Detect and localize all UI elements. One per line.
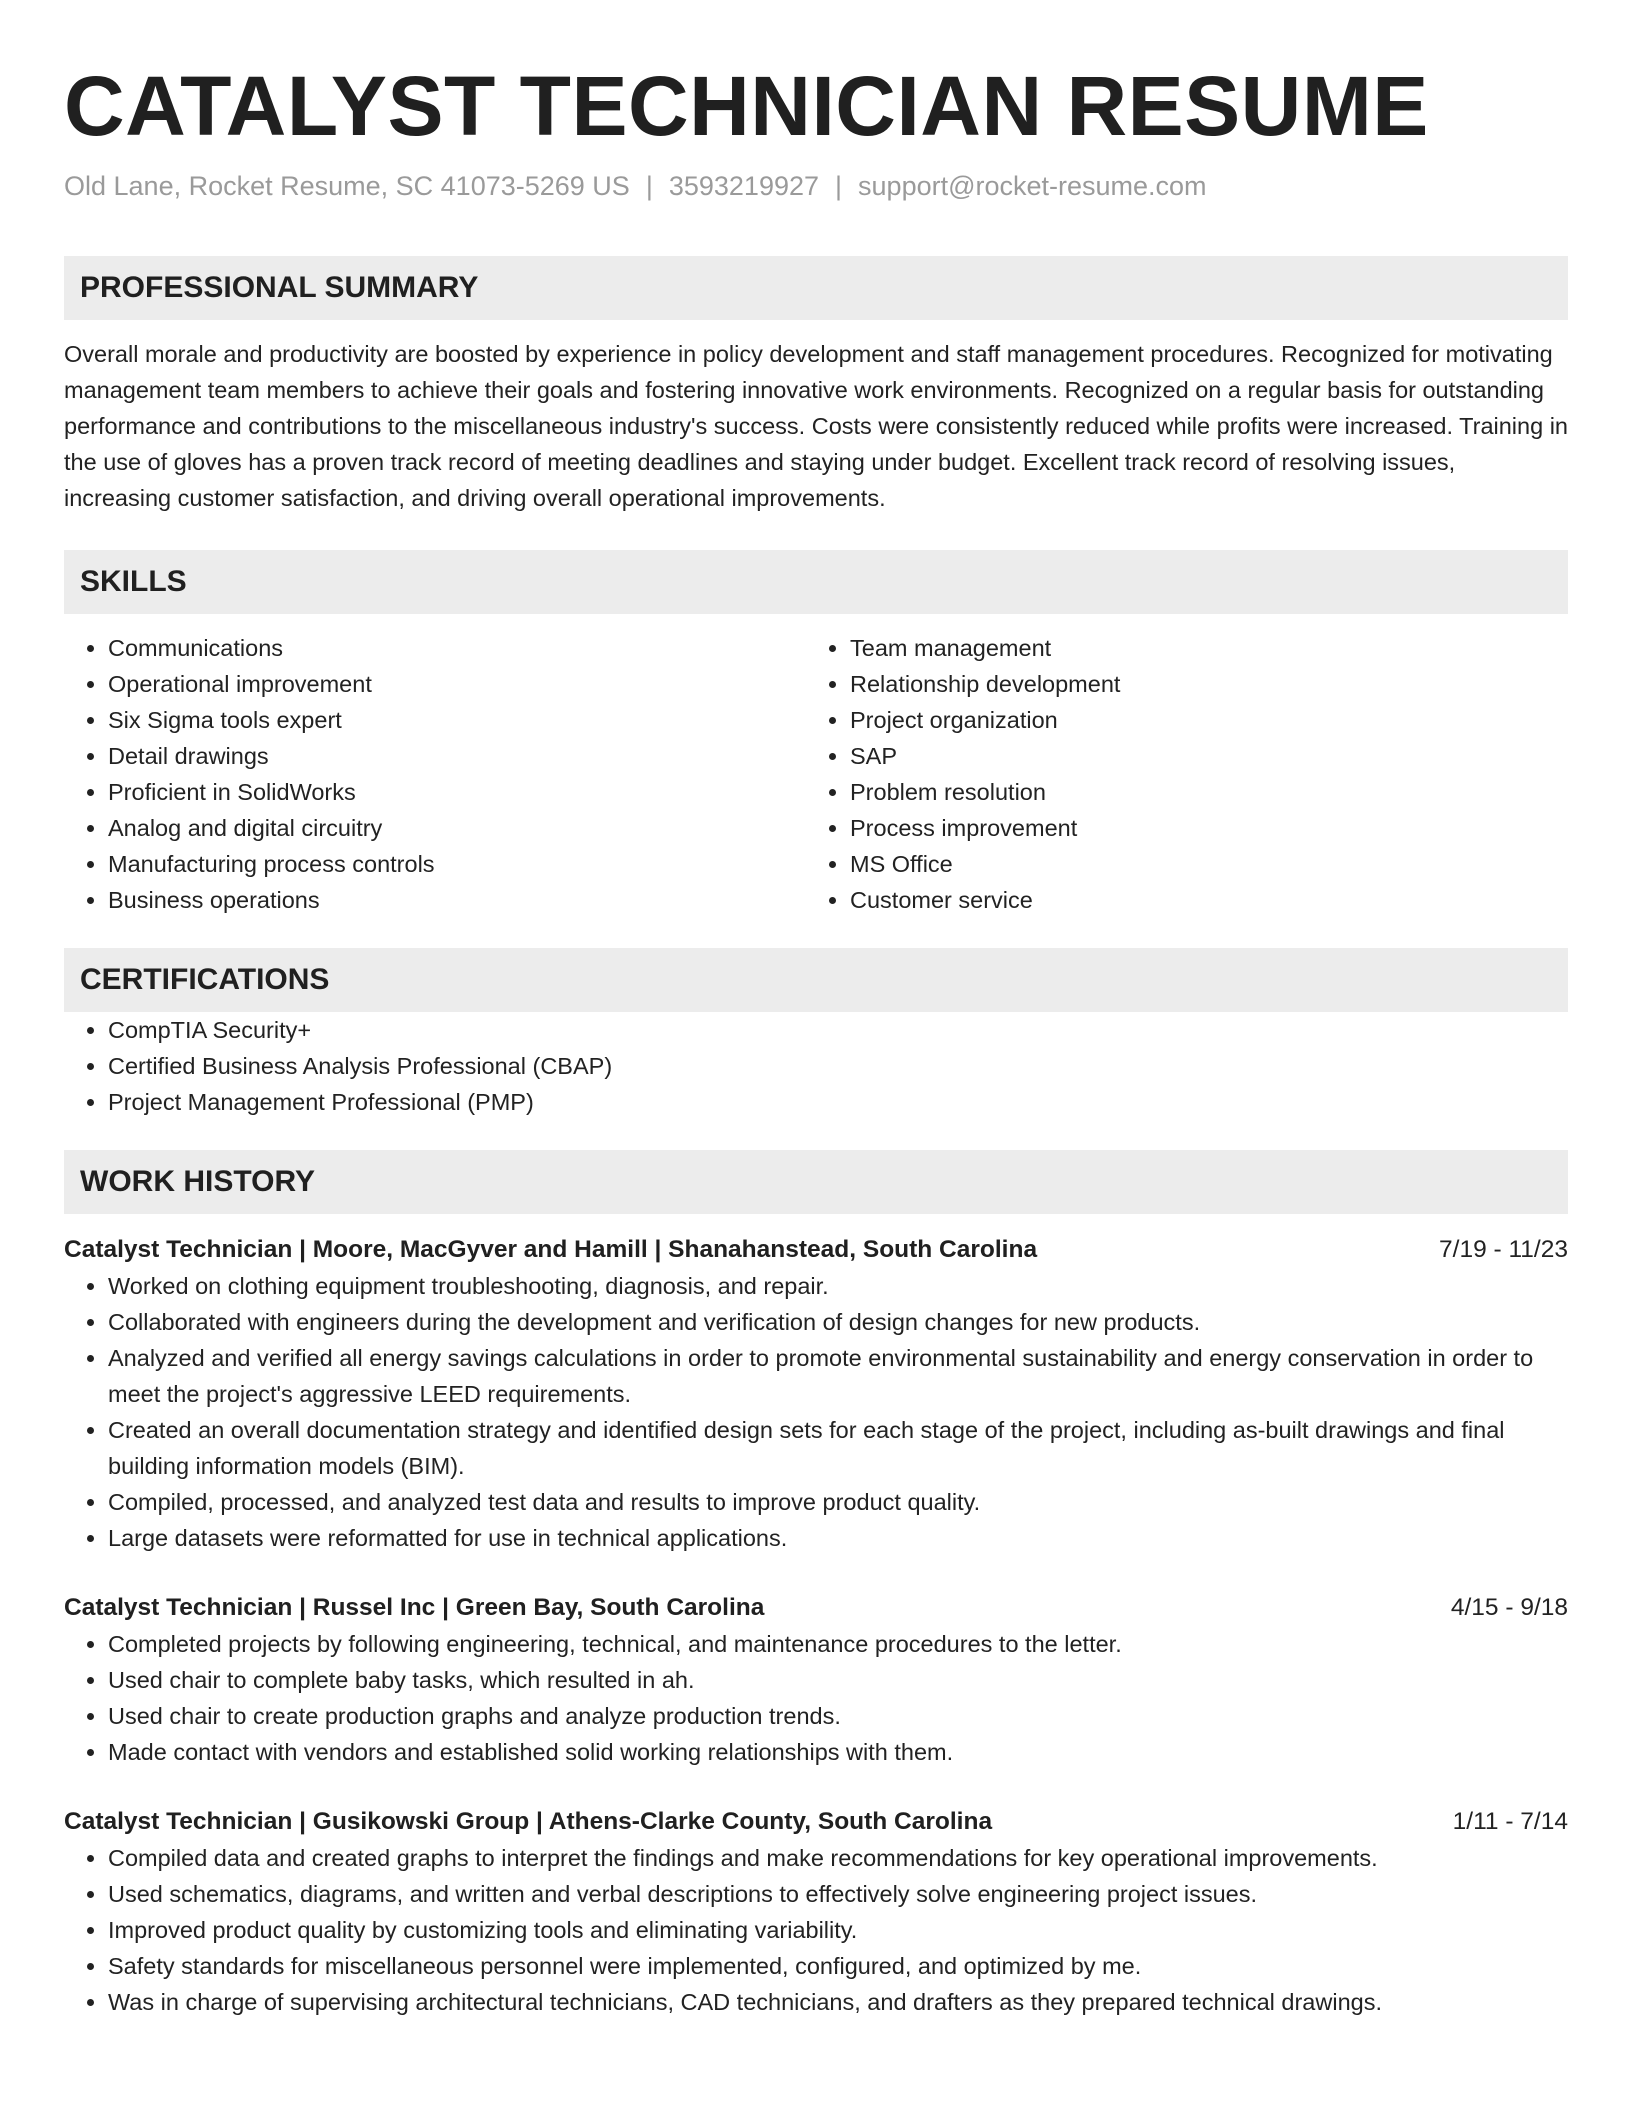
job-entry xyxy=(64,1590,1568,1770)
resume-page xyxy=(64,0,1568,2020)
contact-email: support@rocket-resume.com xyxy=(858,171,1207,201)
job-title: Catalyst Technician | Gusikowski Group | Athens-Clarke County, South Carolina xyxy=(64,1808,993,1835)
summary-text: Overall morale and productivity are boosted by experience in policy development and staff management procedures. Recognized for motivating management team members to achieve their goals and fostering innovative work environments. Recognized on a regular basis for outstanding performance and contributions to the miscellaneous industry's success. Costs were consistently reduced while profits were increased. Training in the use of gloves has a proven track record of meeting deadlines and staying under budget. Excellent track record of resolving issues, increasing customer satisfaction, and driving overall operational improvements. xyxy=(64,341,1568,511)
skill-item: • SAP xyxy=(850,738,1548,774)
job-entry xyxy=(64,1232,1568,1556)
job-bullet: • Completed projects by following engineering, technical, and maintenance procedures to the letter. xyxy=(108,1626,1568,1662)
job-bullets xyxy=(64,1268,1568,1556)
contact-address: Old Lane, Rocket Resume, SC 41073-5269 US xyxy=(64,171,630,201)
skill-item: • MS Office xyxy=(850,846,1548,882)
certifications-heading: CERTIFICATIONS xyxy=(64,948,1568,1012)
skill-item: • Team management xyxy=(850,630,1548,666)
job-header xyxy=(64,1232,1568,1268)
job-bullet: • Improved product quality by customizing tools and eliminating variability. xyxy=(108,1912,1568,1948)
skill-item: • Project organization xyxy=(850,702,1548,738)
resume-title: CATALYST TECHNICIAN RESUME xyxy=(64,59,1429,153)
skill-item: • Proficient in SolidWorks xyxy=(108,774,806,810)
job-dates: 7/19 - 11/23 xyxy=(1439,1236,1568,1263)
job-bullet: • Analyzed and verified all energy savings calculations in order to promote environmental sustainability and energy conservation in order to meet the project's aggressive LEED requirements. xyxy=(108,1340,1568,1412)
job-bullet: • Used chair to complete baby tasks, which resulted in ah. xyxy=(108,1662,1568,1698)
skill-item: • Manufacturing process controls xyxy=(108,846,806,882)
job-bullets xyxy=(64,1626,1568,1770)
job-bullet: • Compiled, processed, and analyzed test data and results to improve product quality. xyxy=(108,1484,1568,1520)
job-bullet: • Made contact with vendors and established solid working relationships with them. xyxy=(108,1734,1568,1770)
certification-item: • Certified Business Analysis Professional (CBAP) xyxy=(108,1048,1568,1084)
skills-heading: SKILLS xyxy=(64,550,1568,614)
skill-item: • Process improvement xyxy=(850,810,1548,846)
job-title: Catalyst Technician | Moore, MacGyver and Hamill | Shanahanstead, South Carolina xyxy=(64,1236,1038,1263)
certification-item: • CompTIA Security+ xyxy=(108,1012,1568,1048)
contact-separator: | xyxy=(645,171,653,201)
job-bullets xyxy=(64,1840,1568,2020)
skill-item: • Relationship development xyxy=(850,666,1548,702)
summary-heading: PROFESSIONAL SUMMARY xyxy=(64,256,1568,320)
job-bullet: • Safety standards for miscellaneous personnel were implemented, configured, and optimized by me. xyxy=(108,1948,1568,1984)
job-bullet: • Created an overall documentation strategy and identified design sets for each stage of the project, including as-built drawings and final building information models (BIM). xyxy=(108,1412,1568,1484)
skill-item: • Analog and digital circuitry xyxy=(108,810,806,846)
skill-item: • Problem resolution xyxy=(850,774,1548,810)
contact-line xyxy=(64,168,1568,204)
job-bullet: • Collaborated with engineers during the development and verification of design changes for new products. xyxy=(108,1304,1568,1340)
job-dates: 4/15 - 9/18 xyxy=(1450,1594,1568,1621)
job-bullet: • Worked on clothing equipment troubleshooting, diagnosis, and repair. xyxy=(108,1268,1568,1304)
job-bullet: • Was in charge of supervising architectural technicians, CAD technicians, and drafters as they prepared technical drawings. xyxy=(108,1984,1568,2020)
certification-item: • Project Management Professional (PMP) xyxy=(108,1084,1568,1120)
job-title: Catalyst Technician | Russel Inc | Green Bay, South Carolina xyxy=(64,1594,765,1621)
work-history-heading: WORK HISTORY xyxy=(64,1150,1568,1214)
job-bullet: • Used chair to create production graphs and analyze production trends. xyxy=(108,1698,1568,1734)
job-entry xyxy=(64,1804,1568,2020)
job-bullet: • Large datasets were reformatted for use in technical applications. xyxy=(108,1520,1568,1556)
skills-list xyxy=(64,630,1568,918)
skill-item: • Operational improvement xyxy=(108,666,806,702)
job-dates: 1/11 - 7/14 xyxy=(1452,1808,1568,1835)
skills-column-left xyxy=(64,630,806,918)
job-header xyxy=(64,1804,1568,1840)
contact-phone: 3593219927 xyxy=(668,171,820,201)
skill-item: • Customer service xyxy=(850,882,1548,918)
certifications-list xyxy=(64,1012,1568,1120)
skill-item: • Business operations xyxy=(108,882,806,918)
job-bullet: • Used schematics, diagrams, and written and verbal descriptions to effectively solve engineering project issues. xyxy=(108,1876,1568,1912)
skill-item: • Six Sigma tools expert xyxy=(108,702,806,738)
job-bullet: • Compiled data and created graphs to interpret the findings and make recommendations for key operational improvements. xyxy=(108,1840,1568,1876)
contact-separator: | xyxy=(835,171,843,201)
skill-item: • Detail drawings xyxy=(108,738,806,774)
skills-column-right xyxy=(806,630,1548,918)
skill-item: • Communications xyxy=(108,630,806,666)
job-header xyxy=(64,1590,1568,1626)
